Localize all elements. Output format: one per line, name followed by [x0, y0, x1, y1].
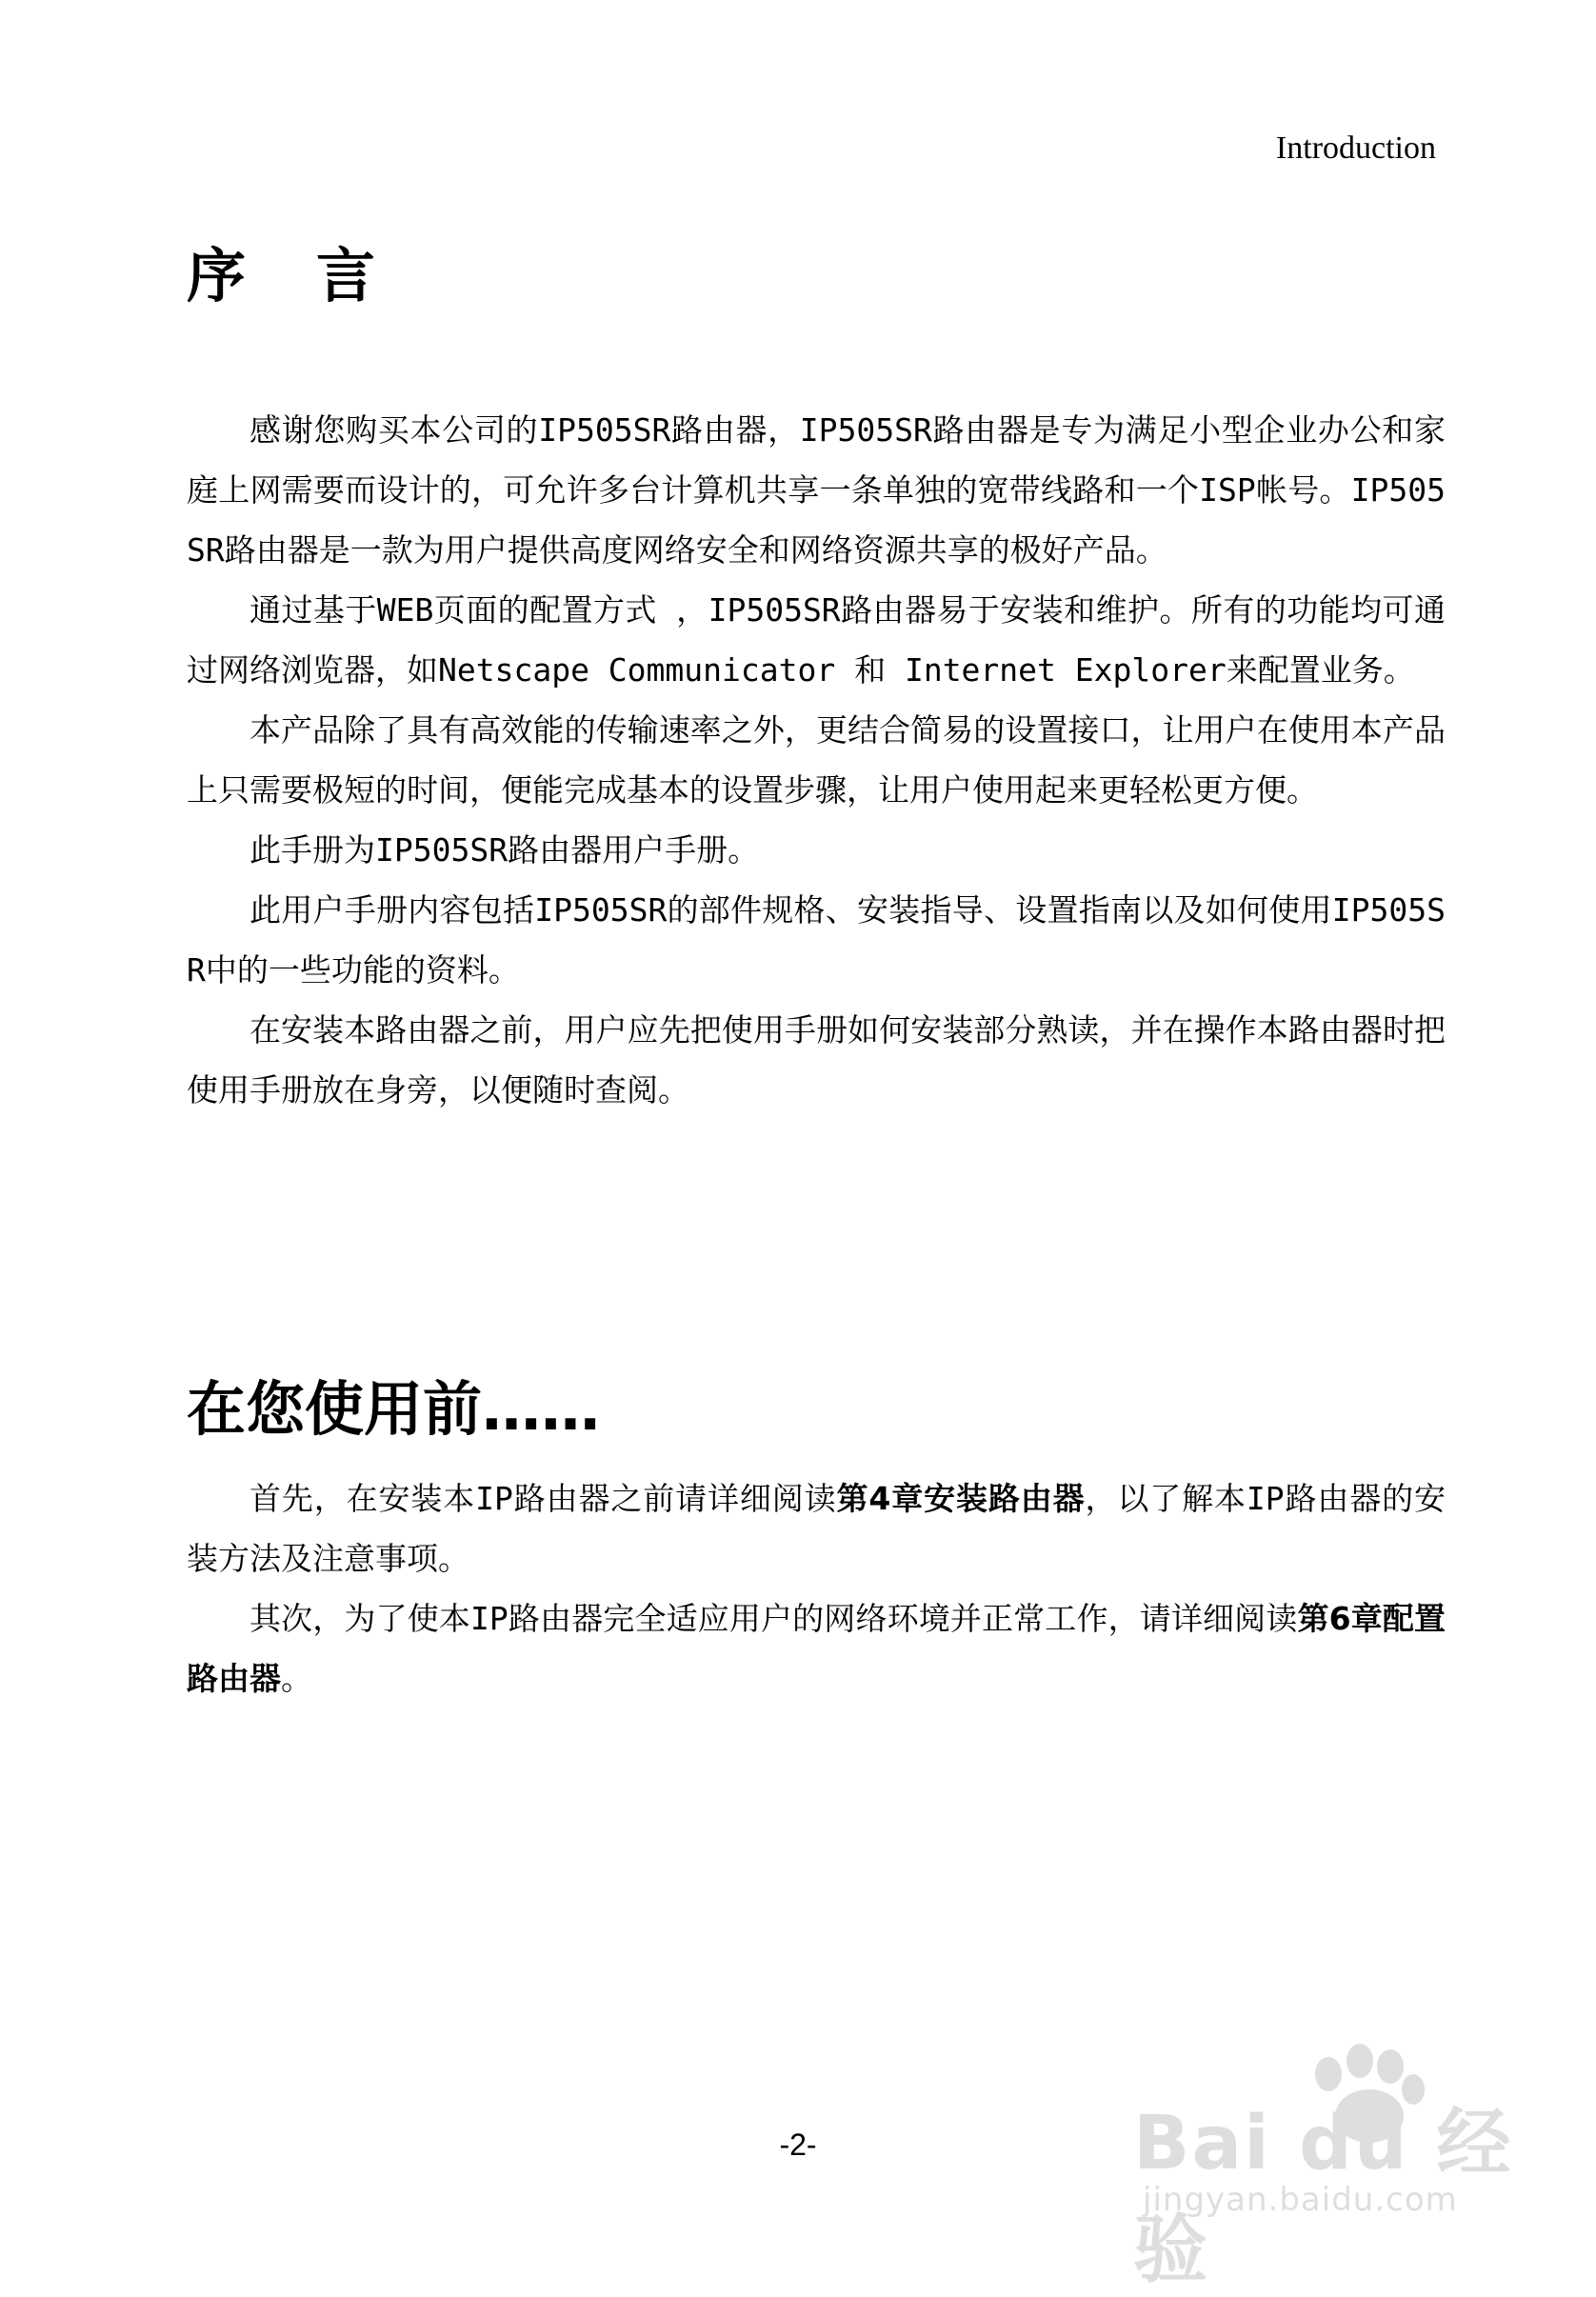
preface-paragraph-1: 感谢您购买本公司的IP505SR路由器，IP505SR路由器是专为满足小型企业办公和家庭上网需要而设计的，可允许多台计算机共享一条单独的宽带线路和一个ISP帐号。IP505SR路由器是一款为用户提供高度网络安全和网络资源共享的极好产品。: [187, 411, 1446, 569]
before-use-body: [187, 1468, 1446, 1708]
before-use-paragraph-2: [187, 1588, 1446, 1708]
before-use-p1-tail: ，以了解本IP路由器的安装方法及注意事项。: [187, 1480, 1446, 1577]
watermark-url: jingyan.baidu.com: [1143, 2181, 1458, 2219]
preface-body: [187, 400, 1446, 1120]
running-header: Introduction: [1275, 130, 1436, 166]
baidu-jingyan-watermark: [1133, 2028, 1533, 2293]
before-use-p1-text: 首先，在安装本IP路由器之前请详细阅读: [249, 1480, 837, 1517]
preface-paragraph-3: 本产品除了具有高效能的传输速率之外，更结合简易的设置接口，让用户在使用本产品上只需要极短的时间，便能完成基本的设置步骤，让用户使用起来更轻松更方便。: [187, 711, 1446, 809]
before-use-title: 在您使用前……: [187, 1374, 601, 1444]
page-number: -2-: [779, 2127, 817, 2162]
chapter-6-reference: 第6章配置路由器: [187, 1600, 1446, 1697]
preface-title: 序 言: [187, 241, 382, 310]
watermark-brand: Bai du 经验: [1133, 2101, 1513, 2293]
preface-paragraph-6: 在安装本路由器之前，用户应先把使用手册如何安装部分熟读，并在操作本路由器时把使用手册放在身旁，以便随时查阅。: [187, 1011, 1446, 1109]
before-use-p2-text: 其次，为了使本IP路由器完全适应用户的网络环境并正常工作，请详细阅读: [249, 1600, 1298, 1637]
before-use-paragraph-1: [187, 1468, 1446, 1588]
before-use-p2-tail: 。: [281, 1660, 312, 1697]
chapter-4-reference: 第4章安装路由器: [836, 1480, 1086, 1517]
preface-paragraph-4: 此手册为IP505SR路由器用户手册。: [249, 831, 760, 869]
preface-paragraph-2: 通过基于WEB页面的配置方式 ，IP505SR路由器易于安装和维护。所有的功能均可通过网络浏览器，如Netscape Communicator 和 Internet Explorer来配置业务。: [187, 591, 1446, 689]
preface-paragraph-5: 此用户手册内容包括IP505SR的部件规格、安装指导、设置指南以及如何使用IP505SR中的一些功能的资料。: [187, 891, 1446, 989]
